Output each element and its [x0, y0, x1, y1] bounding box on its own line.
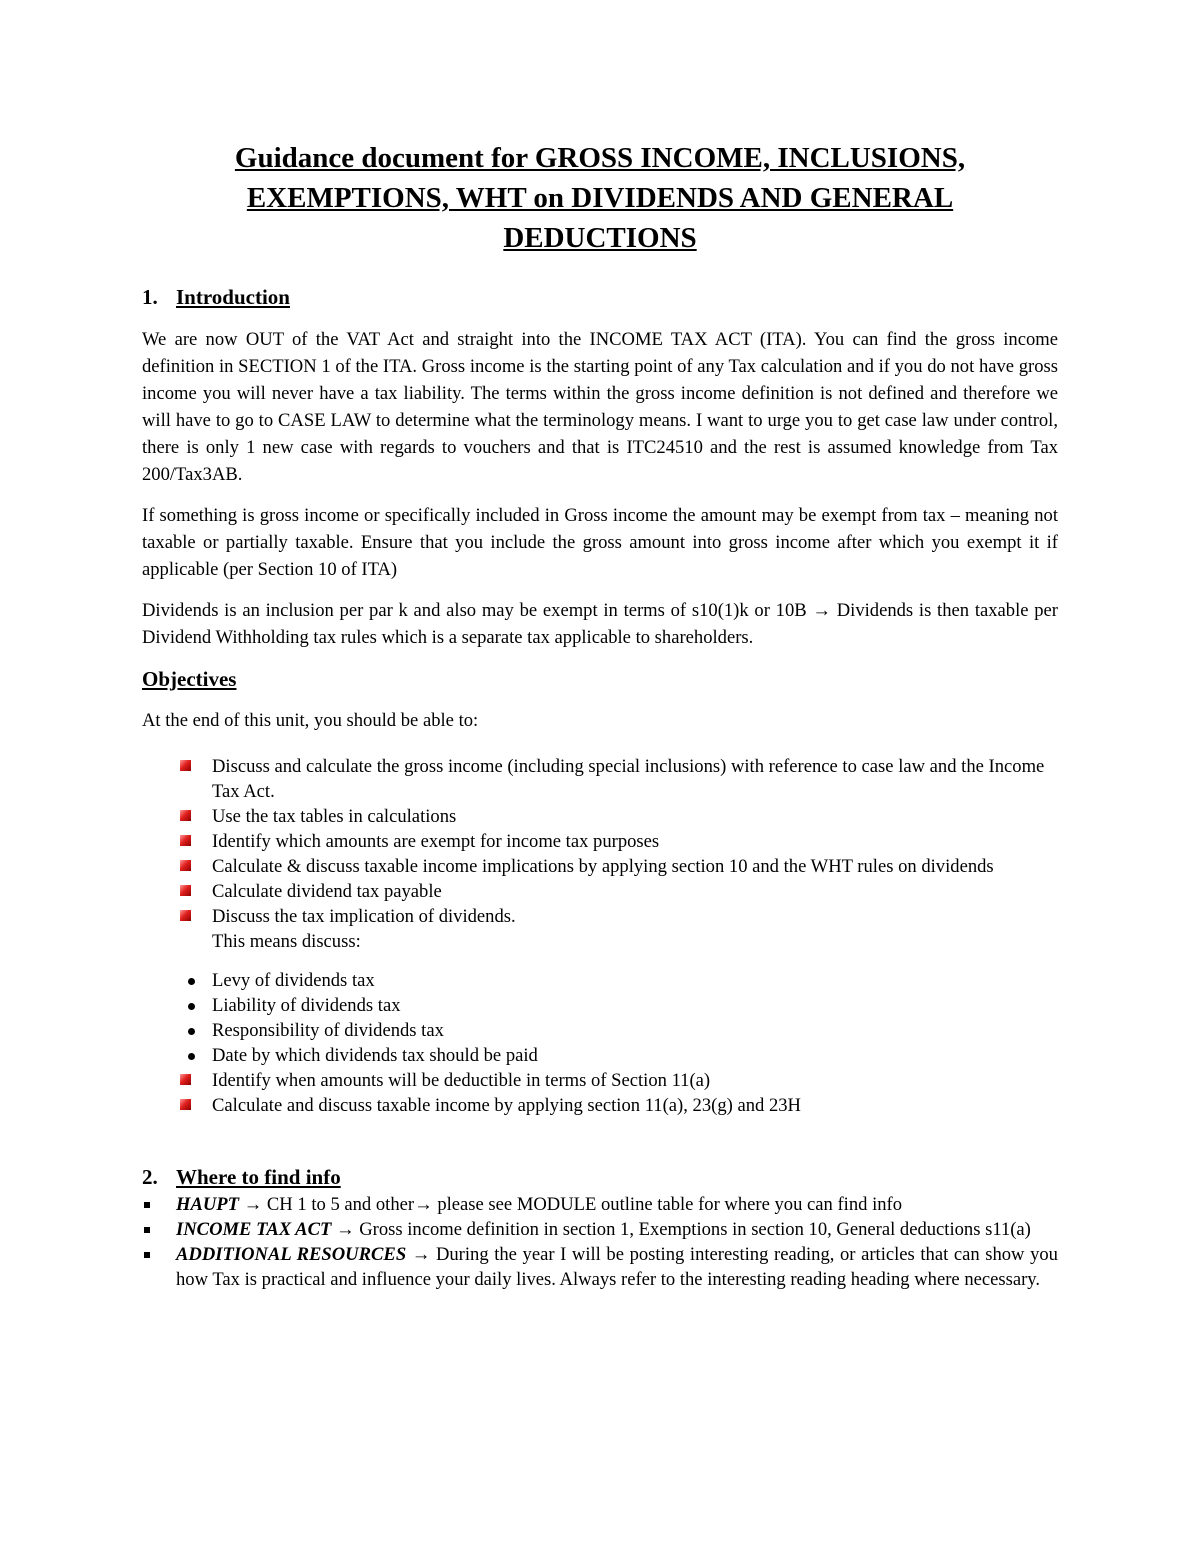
- objectives-list: [142, 754, 1058, 1118]
- document-title: [142, 138, 1058, 258]
- resource-label: ADDITIONAL RESOURCES: [176, 1244, 407, 1265]
- list-item: HAUPT → CH 1 to 5 and other→ please see MODULE outline table for where you can find info: [142, 1192, 1058, 1217]
- section-2-label: Where to find info: [176, 1165, 341, 1189]
- objectives-intro: At the end of this unit, you should be able to:: [142, 710, 479, 731]
- sub-list-item: Date by which dividends tax should be paid: [142, 1043, 1058, 1068]
- list-item: Calculate and discuss taxable income by applying section 11(a), 23(g) and 23H: [142, 1093, 1058, 1118]
- red-square-bullet-icon: [180, 885, 191, 896]
- section-2-number: 2.: [142, 1165, 158, 1189]
- section-1-label: Introduction: [176, 285, 290, 309]
- title-line-3: DEDUCTIONS: [503, 222, 697, 254]
- red-square-bullet-icon: [180, 835, 191, 846]
- document-page: [142, 138, 1058, 1292]
- intro-paragraph-1: We are now OUT of the VAT Act and straight into the INCOME TAX ACT (ITA). You can find the gross income definition in SECTION 1 of the ITA. Gross income is the starting point of any Tax calculation and if you do not have gross income you will never have a tax liability. The terms within the gross income definition is not defined and therefore we will have to go to CASE LAW to determine what the terminology means. I want to urge you to get case law under control, there is only 1 new case with regards to vouchers and that is ITC24510 and the rest is assumed knowledge from Tax 200/Tax3AB.: [142, 329, 1058, 485]
- sub-list-item: Responsibility of dividends tax: [142, 1018, 1058, 1043]
- red-square-bullet-icon: [180, 860, 191, 871]
- list-item: Identify when amounts will be deductible in terms of Section 11(a): [142, 1068, 1058, 1093]
- square-bullet-icon: [144, 1202, 150, 1208]
- round-bullet-icon: [188, 1003, 195, 1010]
- resource-label: INCOME TAX ACT: [176, 1219, 332, 1240]
- sub-list-item: Liability of dividends tax: [142, 993, 1058, 1018]
- round-bullet-icon: [188, 978, 195, 985]
- section-2-heading: [142, 1164, 1058, 1190]
- list-item: ADDITIONAL RESOURCES → During the year I will be posting interesting reading, or articles that can show you how Tax is practical and influence your daily lives. Always refer to the interesting reading heading where necessary.: [142, 1242, 1058, 1292]
- list-item: Use the tax tables in calculations: [142, 804, 1058, 829]
- red-square-bullet-icon: [180, 910, 191, 921]
- list-item: INCOME TAX ACT → Gross income definition in section 1, Exemptions in section 10, General deductions s11(a): [142, 1217, 1058, 1242]
- list-item: Discuss and calculate the gross income (including special inclusions) with reference to case law and the Income Tax Act.: [142, 754, 1058, 804]
- red-square-bullet-icon: [180, 810, 191, 821]
- sub-list-item: Levy of dividends tax: [142, 968, 1058, 993]
- square-bullet-icon: [144, 1252, 150, 1258]
- title-line-2: EXEMPTIONS, WHT on DIVIDENDS AND GENERAL: [246, 182, 954, 214]
- round-bullet-icon: [188, 1053, 195, 1060]
- list-item: Calculate dividend tax payable: [142, 879, 1058, 904]
- red-square-bullet-icon: [180, 760, 191, 771]
- title-line-1: Guidance document for GROSS INCOME, INCLUSIONS,: [234, 142, 966, 174]
- red-square-bullet-icon: [180, 1074, 191, 1085]
- list-item: Discuss the tax implication of dividends. This means discuss: Levy of dividends tax Liability of dividends tax Responsibility of dividends tax Date by which dividends tax should be paid: [142, 904, 1058, 1068]
- dividends-sub-list: [142, 968, 1058, 1068]
- red-square-bullet-icon: [180, 1099, 191, 1110]
- resource-label: HAUPT: [176, 1194, 240, 1215]
- section-1-number: 1.: [142, 285, 158, 309]
- intro-paragraph-2: If something is gross income or specifically included in Gross income the amount may be exempt from tax – meaning not taxable or partially taxable. Ensure that you include the gross amount into gross income after which you exempt it if applicable (per Section 10 of ITA): [142, 505, 1058, 580]
- list-item: Calculate & discuss taxable income implications by applying section 10 and the WHT rules on dividends: [142, 854, 1058, 879]
- discuss-note: This means discuss:: [212, 931, 361, 952]
- objectives-heading: Objectives: [142, 667, 237, 691]
- round-bullet-icon: [188, 1028, 195, 1035]
- list-item: Identify which amounts are exempt for income tax purposes: [142, 829, 1058, 854]
- section-1-heading: [142, 284, 1058, 310]
- square-bullet-icon: [144, 1227, 150, 1233]
- info-list: [142, 1192, 1058, 1292]
- intro-paragraph-3: Dividends is an inclusion per par k and also may be exempt in terms of s10(1)k or 10B → Dividends is then taxable per Dividend Withholding tax rules which is a separate tax applicable to shareholders.: [142, 600, 1058, 648]
